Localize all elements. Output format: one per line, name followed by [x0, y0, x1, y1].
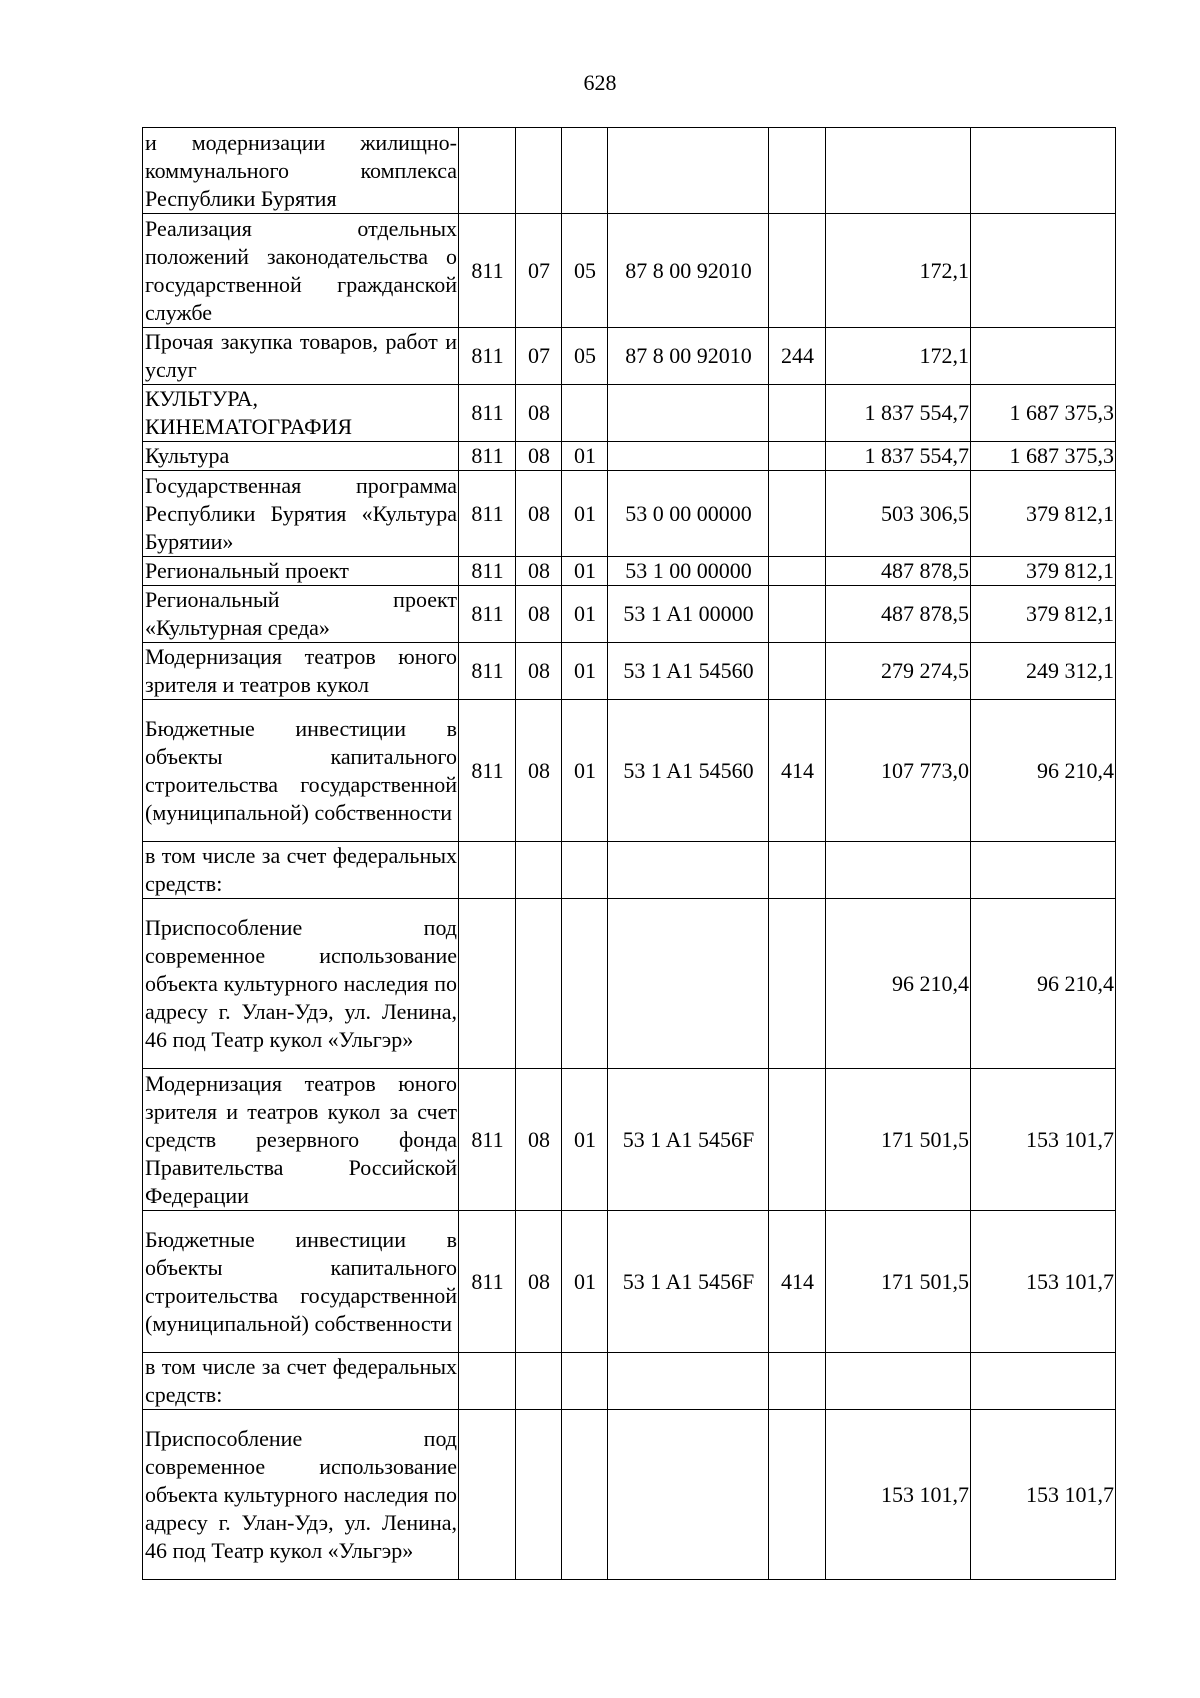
amount-first-cell: 96 210,4	[826, 899, 971, 1069]
section-code-cell: 07	[516, 328, 562, 385]
admin-code-cell: 811	[459, 586, 516, 643]
target-article-cell: 53 1 A1 54560	[608, 700, 769, 842]
target-article-cell	[608, 842, 769, 899]
row-name-cell: Модернизация театров юного зрителя и театров кукол за счет средств резервного фонда Правительства Российской Федерации	[143, 1069, 459, 1211]
expense-type-cell	[769, 842, 826, 899]
page-number: 628	[583, 70, 617, 95]
table-row	[143, 1069, 1116, 1211]
amount-second-cell	[971, 1353, 1116, 1410]
table-row	[143, 1211, 1116, 1353]
row-name-cell: в том числе за счет федеральных средств:	[143, 842, 459, 899]
section-code-cell: 08	[516, 700, 562, 842]
section-code-cell: 08	[516, 1211, 562, 1353]
target-article-cell	[608, 128, 769, 214]
table-row	[143, 1410, 1116, 1580]
table-row	[143, 899, 1116, 1069]
section-code-cell: 08	[516, 442, 562, 471]
subsection-code-cell	[562, 128, 608, 214]
section-code-cell: 08	[516, 385, 562, 442]
admin-code-cell: 811	[459, 214, 516, 328]
amount-first-cell	[826, 842, 971, 899]
section-code-cell	[516, 1353, 562, 1410]
table-row	[143, 586, 1116, 643]
row-name-cell: Бюджетные инвестиции в объекты капитального строительства государственной (муниципальной) собственности	[143, 1211, 459, 1353]
target-article-cell	[608, 385, 769, 442]
amount-first-cell: 1 837 554,7	[826, 442, 971, 471]
row-name-cell: Приспособление под современное использование объекта культурного наследия по адресу г. Улан-Удэ, ул. Ленина, 46 под Театр кукол «Ульгэр»	[143, 899, 459, 1069]
subsection-code-cell	[562, 899, 608, 1069]
target-article-cell: 53 1 A1 5456F	[608, 1069, 769, 1211]
expense-type-cell	[769, 385, 826, 442]
subsection-code-cell	[562, 385, 608, 442]
amount-second-cell: 249 312,1	[971, 643, 1116, 700]
section-code-cell: 08	[516, 471, 562, 557]
target-article-cell: 53 1 A1 00000	[608, 586, 769, 643]
target-article-cell	[608, 899, 769, 1069]
row-name-cell: Бюджетные инвестиции в объекты капитального строительства государственной (муниципальной) собственности	[143, 700, 459, 842]
admin-code-cell: 811	[459, 1069, 516, 1211]
amount-second-cell	[971, 214, 1116, 328]
amount-second-cell: 96 210,4	[971, 700, 1116, 842]
amount-first-cell	[826, 128, 971, 214]
target-article-cell: 53 1 00 00000	[608, 557, 769, 586]
row-name-cell: Модернизация театров юного зрителя и театров кукол	[143, 643, 459, 700]
section-code-cell	[516, 842, 562, 899]
target-article-cell	[608, 442, 769, 471]
target-article-cell: 87 8 00 92010	[608, 328, 769, 385]
target-article-cell: 87 8 00 92010	[608, 214, 769, 328]
table-row	[143, 471, 1116, 557]
budget-table	[142, 127, 1116, 1580]
section-code-cell	[516, 1410, 562, 1580]
amount-first-cell: 1 837 554,7	[826, 385, 971, 442]
table-row	[143, 643, 1116, 700]
subsection-code-cell: 01	[562, 586, 608, 643]
amount-first-cell: 153 101,7	[826, 1410, 971, 1580]
table-row	[143, 700, 1116, 842]
target-article-cell	[608, 1353, 769, 1410]
admin-code-cell: 811	[459, 328, 516, 385]
subsection-code-cell: 05	[562, 328, 608, 385]
subsection-code-cell: 01	[562, 1069, 608, 1211]
expense-type-cell	[769, 128, 826, 214]
admin-code-cell	[459, 899, 516, 1069]
subsection-code-cell: 01	[562, 1211, 608, 1353]
admin-code-cell: 811	[459, 442, 516, 471]
amount-first-cell: 279 274,5	[826, 643, 971, 700]
admin-code-cell	[459, 1410, 516, 1580]
subsection-code-cell: 05	[562, 214, 608, 328]
amount-first-cell: 503 306,5	[826, 471, 971, 557]
expense-type-cell	[769, 1410, 826, 1580]
admin-code-cell	[459, 128, 516, 214]
amount-second-cell	[971, 842, 1116, 899]
expense-type-cell	[769, 214, 826, 328]
admin-code-cell: 811	[459, 557, 516, 586]
expense-type-cell	[769, 1069, 826, 1211]
section-code-cell: 07	[516, 214, 562, 328]
admin-code-cell: 811	[459, 385, 516, 442]
amount-second-cell	[971, 328, 1116, 385]
table-row	[143, 442, 1116, 471]
amount-second-cell: 379 812,1	[971, 586, 1116, 643]
target-article-cell: 53 0 00 00000	[608, 471, 769, 557]
admin-code-cell: 811	[459, 471, 516, 557]
subsection-code-cell	[562, 1410, 608, 1580]
admin-code-cell: 811	[459, 700, 516, 842]
section-code-cell: 08	[516, 586, 562, 643]
expense-type-cell	[769, 899, 826, 1069]
table-body	[143, 128, 1116, 1580]
section-code-cell	[516, 899, 562, 1069]
row-name-cell: Региональный проект «Культурная среда»	[143, 586, 459, 643]
expense-type-cell: 414	[769, 700, 826, 842]
row-name-cell: и модернизации жилищно-коммунального комплекса Республики Бурятия	[143, 128, 459, 214]
amount-second-cell: 1 687 375,3	[971, 442, 1116, 471]
amount-second-cell: 379 812,1	[971, 557, 1116, 586]
expense-type-cell	[769, 442, 826, 471]
row-name-cell: Прочая закупка товаров, работ и услуг	[143, 328, 459, 385]
row-name-cell: КУЛЬТУРА, КИНЕМАТОГРАФИЯ	[143, 385, 459, 442]
amount-first-cell: 172,1	[826, 214, 971, 328]
expense-type-cell: 244	[769, 328, 826, 385]
row-name-cell: Региональный проект	[143, 557, 459, 586]
table-row	[143, 1353, 1116, 1410]
amount-second-cell	[971, 128, 1116, 214]
row-name-cell: Культура	[143, 442, 459, 471]
admin-code-cell	[459, 1353, 516, 1410]
expense-type-cell	[769, 586, 826, 643]
target-article-cell	[608, 1410, 769, 1580]
row-name-cell: Приспособление под современное использование объекта культурного наследия по адресу г. Улан-Удэ, ул. Ленина, 46 под Театр кукол «Ульгэр»	[143, 1410, 459, 1580]
subsection-code-cell: 01	[562, 557, 608, 586]
amount-first-cell: 171 501,5	[826, 1069, 971, 1211]
table-row	[143, 328, 1116, 385]
amount-first-cell: 487 878,5	[826, 557, 971, 586]
subsection-code-cell: 01	[562, 643, 608, 700]
table-row	[143, 128, 1116, 214]
subsection-code-cell	[562, 1353, 608, 1410]
target-article-cell: 53 1 A1 5456F	[608, 1211, 769, 1353]
amount-second-cell: 153 101,7	[971, 1410, 1116, 1580]
target-article-cell: 53 1 A1 54560	[608, 643, 769, 700]
amount-second-cell: 1 687 375,3	[971, 385, 1116, 442]
expense-type-cell	[769, 1353, 826, 1410]
expense-type-cell	[769, 471, 826, 557]
table-row	[143, 557, 1116, 586]
row-name-cell: в том числе за счет федеральных средств:	[143, 1353, 459, 1410]
row-name-cell: Реализация отдельных положений законодательства о государственной гражданской службе	[143, 214, 459, 328]
row-name-cell: Государственная программа Республики Бурятия «Культура Бурятии»	[143, 471, 459, 557]
amount-first-cell: 171 501,5	[826, 1211, 971, 1353]
expense-type-cell: 414	[769, 1211, 826, 1353]
table-row	[143, 214, 1116, 328]
amount-first-cell: 487 878,5	[826, 586, 971, 643]
admin-code-cell	[459, 842, 516, 899]
expense-type-cell	[769, 557, 826, 586]
amount-first-cell	[826, 1353, 971, 1410]
section-code-cell	[516, 128, 562, 214]
admin-code-cell: 811	[459, 643, 516, 700]
amount-first-cell: 107 773,0	[826, 700, 971, 842]
expense-type-cell	[769, 643, 826, 700]
amount-first-cell: 172,1	[826, 328, 971, 385]
section-code-cell: 08	[516, 1069, 562, 1211]
table-row	[143, 842, 1116, 899]
amount-second-cell: 379 812,1	[971, 471, 1116, 557]
section-code-cell: 08	[516, 643, 562, 700]
subsection-code-cell: 01	[562, 442, 608, 471]
subsection-code-cell	[562, 842, 608, 899]
table-row	[143, 385, 1116, 442]
subsection-code-cell: 01	[562, 700, 608, 842]
amount-second-cell: 96 210,4	[971, 899, 1116, 1069]
admin-code-cell: 811	[459, 1211, 516, 1353]
subsection-code-cell: 01	[562, 471, 608, 557]
section-code-cell: 08	[516, 557, 562, 586]
amount-second-cell: 153 101,7	[971, 1211, 1116, 1353]
amount-second-cell: 153 101,7	[971, 1069, 1116, 1211]
